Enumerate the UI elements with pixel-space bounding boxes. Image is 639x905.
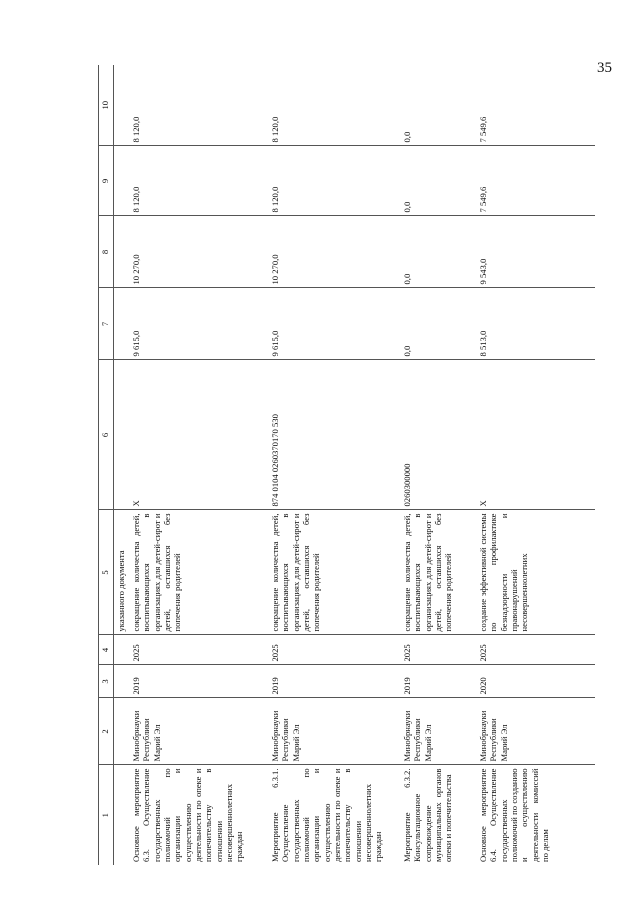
cell: [114, 288, 130, 360]
col-header-9: 9: [99, 146, 114, 216]
budget-code: 874 0104 0260370170 530: [268, 360, 400, 510]
start-year: 2019: [268, 665, 400, 698]
table-row: [129, 65, 268, 865]
value-col9: 0,0: [400, 146, 476, 216]
value-col8: 10 270,0: [268, 216, 400, 288]
program-measures-table: [98, 65, 595, 865]
column-number-row: [99, 65, 114, 865]
expected-result: сокращение количества детей, воспитывающихся в организациях для детей-сирот и детей, оставшихся без попечения родителей: [268, 510, 400, 635]
table-row: [268, 65, 400, 865]
measure-name: Основное мероприятие 6.3. Осуществление государственных полномочий по организации и осуществлению деятельности по опеке и попечительству в отношении несовершеннолетних граждан: [131, 768, 245, 862]
col-header-2: 2: [99, 698, 114, 765]
budget-code: X: [129, 360, 268, 510]
end-year: 2025: [129, 635, 268, 665]
budget-code: X: [476, 360, 595, 510]
value-col9: 8 120,0: [129, 146, 268, 216]
page-number: 35: [597, 60, 612, 76]
value-col10: 8 120,0: [129, 65, 268, 146]
value-col7: 0,0: [400, 288, 476, 360]
cell: [114, 698, 130, 765]
continuation-text: указанного документа: [114, 510, 130, 635]
col-header-8: 8: [99, 216, 114, 288]
executor: Минобрнауки Республики Марий Эл: [476, 698, 595, 765]
value-col8: 0,0: [400, 216, 476, 288]
value-col8: 9 543,0: [476, 216, 595, 288]
measure-name: Мероприятие 6.3.1. Осуществление государственных полномочий по организации и осуществлению деятельности по опеке и попечительству в отношении несовершеннолетних граждан: [270, 768, 384, 862]
budget-code: 0260300000: [400, 360, 476, 510]
value-col10: 8 120,0: [268, 65, 400, 146]
col-header-5: 5: [99, 510, 114, 635]
value-col7: 8 513,0: [476, 288, 595, 360]
col-header-7: 7: [99, 288, 114, 360]
cell: [114, 360, 130, 510]
value-col7: 9 615,0: [268, 288, 400, 360]
end-year: 2025: [476, 635, 595, 665]
col-header-4: 4: [99, 635, 114, 665]
value-col9: 8 120,0: [268, 146, 400, 216]
expected-result: создание эффективной системы по профилактике безнадзорности и правонарушений несовершеннолетних: [476, 510, 595, 635]
rotated-table-container: [98, 65, 610, 865]
expected-result: сокращение количества детей, воспитывающихся в организациях для детей-сирот и детей, оставшихся без попечения родителей: [129, 510, 268, 635]
start-year: 2019: [129, 665, 268, 698]
continuation-row: [114, 65, 130, 865]
value-col8: 10 270,0: [129, 216, 268, 288]
col-header-1: 1: [99, 765, 114, 865]
col-header-6: 6: [99, 360, 114, 510]
cell: [114, 146, 130, 216]
table-row: [400, 65, 476, 865]
cell: [114, 65, 130, 146]
expected-result: сокращение количества детей, воспитывающихся в организациях для детей-сирот и детей, оставшихся без попечения родителей: [400, 510, 476, 635]
end-year: 2025: [268, 635, 400, 665]
col-header-10: 10: [99, 65, 114, 146]
measure-name: Основное мероприятие 6.4. Осуществление государственных полномочий по созданию и осуществлению деятельности комиссий по делам: [478, 768, 550, 862]
executor: Минобрнауки Республики Марий Эл: [268, 698, 400, 765]
start-year: 2020: [476, 665, 595, 698]
value-col10: 0,0: [400, 65, 476, 146]
table-row: [476, 65, 595, 865]
value-col10: 7 549,6: [476, 65, 595, 146]
value-col9: 7 549,6: [476, 146, 595, 216]
cell: [114, 635, 130, 665]
value-col7: 9 615,0: [129, 288, 268, 360]
cell: [114, 216, 130, 288]
cell: [114, 765, 130, 865]
measure-name: Мероприятие 6.3.2. Консультационное сопровождение муниципальных органов опеки и попечительства: [402, 768, 454, 862]
start-year: 2019: [400, 665, 476, 698]
col-header-3: 3: [99, 665, 114, 698]
cell: [114, 665, 130, 698]
executor: Минобрнауки Республики Марий Эл: [400, 698, 476, 765]
executor: Минобрнауки Республики Марий Эл: [129, 698, 268, 765]
end-year: 2025: [400, 635, 476, 665]
